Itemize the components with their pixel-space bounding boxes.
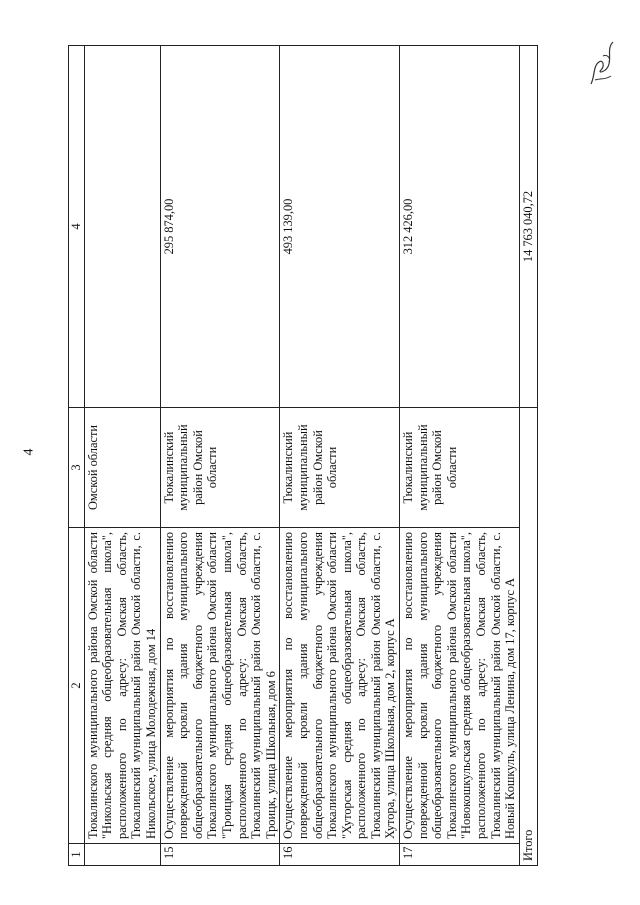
total-label: Итого (519, 408, 537, 866)
table-row (84, 46, 160, 866)
signature-mark (585, 36, 619, 90)
header-row (69, 46, 85, 866)
table-row (400, 46, 520, 866)
header-cell-1: 1 (69, 844, 85, 866)
row-cost: 493 139,00 (280, 46, 400, 408)
row-number: 15 (160, 844, 280, 866)
page-number: 4 (21, 448, 37, 456)
header-cell-2: 2 (69, 528, 85, 844)
row-district: Тюкалинский муниципальный район Омской области (400, 408, 520, 528)
row-description: Осуществление мероприятия по восстановлению поврежденной кровли здания муниципального общеобразовательного бюджетного учреждения Тюкалинского муниципального района Омской области "Троицкая средняя общеобразовательная школа", расположенного по адресу: Омская область, Тюкалинский муниципальный район Омской области, с. Троицк, улица Школьная, дом 6 (160, 528, 280, 844)
row-cost (84, 46, 160, 408)
row-district: Тюкалинский муниципальный район Омской области (160, 408, 280, 528)
header-cell-4: 4 (69, 46, 85, 408)
row-number: 17 (400, 844, 520, 866)
table-row (160, 46, 280, 866)
row-number (84, 844, 160, 866)
header-cell-3: 3 (69, 408, 85, 528)
row-cost: 312 426,00 (400, 46, 520, 408)
total-value: 14 763 040,72 (519, 46, 537, 408)
table-row (280, 46, 400, 866)
row-description: Осуществление мероприятия по восстановлению поврежденной кровли здания муниципального общеобразовательного бюджетного учреждения Тюкалинского муниципального района Омской области "Хуторская средняя общеобразовательная школа", расположенного по адресу: Омская область, Тюкалинский муниципальный район Омской области, с. Хутора, улица Школьная, дом 2, корпус А (280, 528, 400, 844)
row-cost: 295 874,00 (160, 46, 280, 408)
row-number: 16 (280, 844, 400, 866)
rotated-table-wrapper (68, 46, 535, 866)
row-description: Осуществление мероприятия по восстановлению поврежденной кровли здания муниципального общеобразовательного бюджетного учреждения Тюкалинского муниципального района Омской области "Новокошкульская средняя общеобразовательная школа", расположенного по адресу: Омская область, Тюкалинский муниципальный район Омской области, с. Новый Кошкуль, улица Ленина, дом 17, корпус А (400, 528, 520, 844)
row-district: Тюкалинский муниципальный район Омской области (280, 408, 400, 528)
row-district: Омской области (84, 408, 160, 528)
total-row (519, 46, 537, 866)
measures-table (68, 45, 538, 866)
row-description: Тюкалинского муниципального района Омской области "Никольская средняя общеобразовательная школа", расположенного по адресу: Омская область, Тюкалинский муниципальный район Омской области, с. Никольское, улица Молодежная, дом 14 (84, 528, 160, 844)
